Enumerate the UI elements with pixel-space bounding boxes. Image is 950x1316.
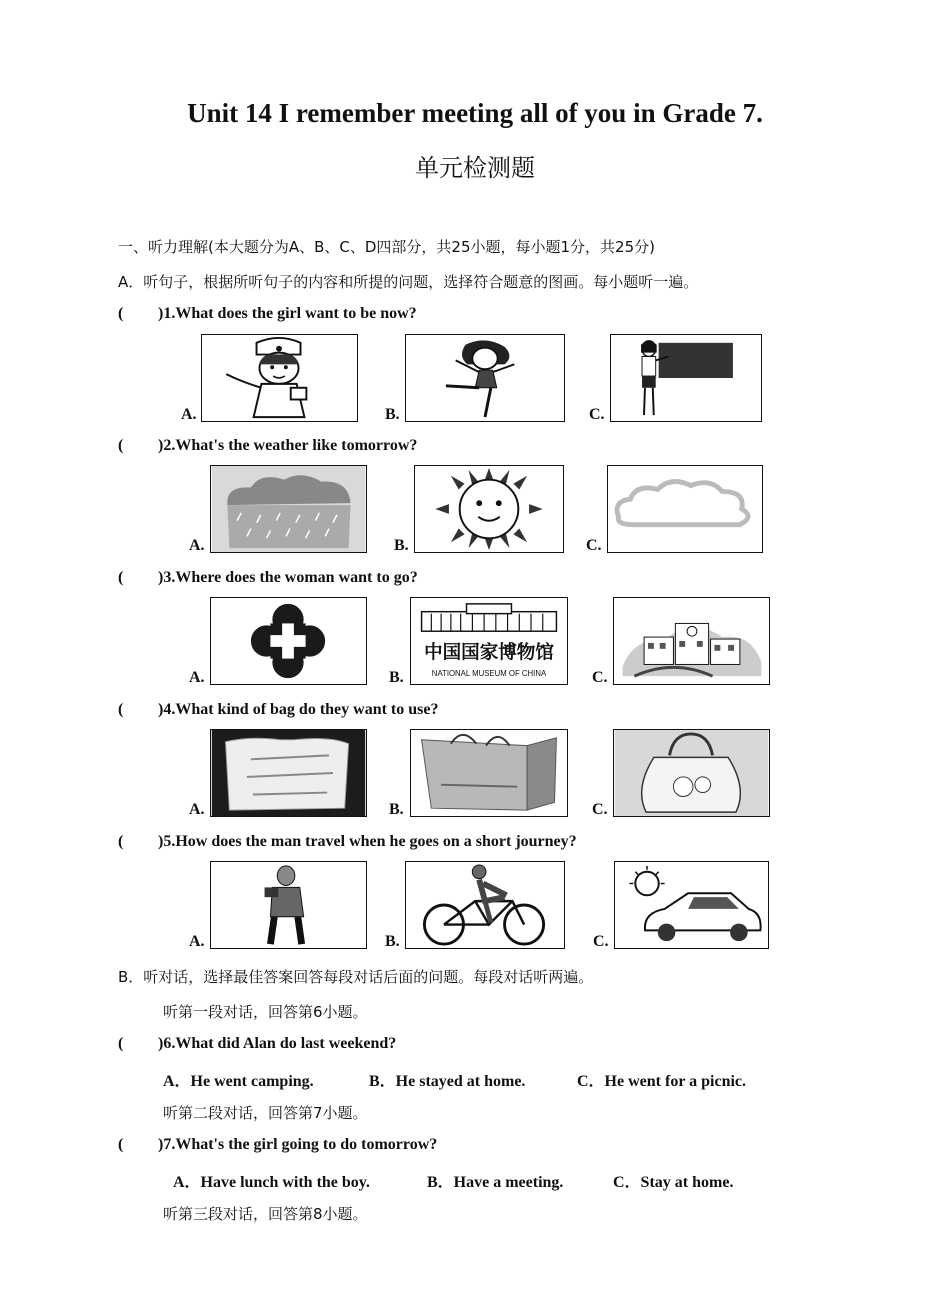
question-text: )6.What did Alan do last weekend? bbox=[158, 1035, 397, 1052]
answer-blank[interactable]: ( bbox=[118, 1136, 124, 1153]
option-label-b: B. bbox=[394, 537, 409, 554]
q7-option-c[interactable]: C．Stay at home. bbox=[613, 1174, 734, 1191]
option-label-c: C. bbox=[593, 933, 609, 950]
school-picture[interactable] bbox=[613, 597, 770, 685]
teacher-blackboard-icon bbox=[611, 335, 761, 421]
q7-option-b[interactable]: B．Have a meeting. bbox=[427, 1174, 564, 1191]
option-label-c: C. bbox=[592, 801, 608, 818]
option-label-b: B. bbox=[385, 406, 400, 423]
question-6 bbox=[118, 1035, 396, 1053]
school-buildings-icon bbox=[614, 598, 769, 684]
museum-building-icon bbox=[411, 598, 567, 684]
paper-bag-picture[interactable] bbox=[410, 729, 568, 817]
option-label-b: B. bbox=[389, 669, 404, 686]
cloud-icon bbox=[608, 466, 762, 552]
answer-blank[interactable]: ( bbox=[118, 833, 124, 850]
walking-man-picture[interactable] bbox=[210, 861, 367, 949]
dancer-girl-icon bbox=[406, 335, 564, 421]
paper-bag-icon bbox=[411, 730, 567, 816]
nurse-picture[interactable] bbox=[201, 334, 358, 422]
answer-blank[interactable]: ( bbox=[118, 305, 124, 322]
part-b-instructions: B．听对话，选择最佳答案回答每段对话后面的问题。每段对话听两遍。 bbox=[118, 968, 594, 986]
question-7 bbox=[118, 1136, 437, 1154]
option-label-b: B. bbox=[385, 933, 400, 950]
option-label-a: A. bbox=[189, 669, 205, 686]
part-a-instructions: A．听句子，根据所听句子的内容和所提的问题，选择符合题意的图画。每小题听一遍。 bbox=[118, 273, 699, 291]
option-label-a: A. bbox=[189, 537, 205, 554]
walking-man-icon bbox=[211, 862, 366, 948]
option-label-c: C. bbox=[592, 669, 608, 686]
answer-blank[interactable]: ( bbox=[118, 569, 124, 586]
cloudy-picture[interactable] bbox=[607, 465, 763, 553]
car-icon bbox=[615, 862, 768, 948]
question-3 bbox=[118, 569, 418, 587]
car-picture[interactable] bbox=[614, 861, 769, 949]
answer-blank[interactable]: ( bbox=[118, 701, 124, 718]
question-1 bbox=[118, 305, 417, 323]
dialog-3-intro: 听第三段对话，回答第8小题。 bbox=[163, 1205, 368, 1223]
q6-option-a[interactable]: A．He went camping. bbox=[163, 1073, 314, 1090]
question-text: )3.Where does the woman want to go? bbox=[158, 569, 418, 586]
dancer-picture[interactable] bbox=[405, 334, 565, 422]
section-heading: 一、听力理解(本大题分为A、B、C、D四部分，共25小题，每小题1分，共25分) bbox=[118, 238, 656, 256]
plastic-bag-picture[interactable] bbox=[210, 729, 367, 817]
option-label-b: B. bbox=[389, 801, 404, 818]
question-text: )1.What does the girl want to be now? bbox=[158, 305, 417, 322]
museum-chinese-name: 中国国家博物馆 bbox=[424, 642, 554, 664]
bicycle-icon bbox=[406, 862, 564, 948]
cloth-bag-picture[interactable] bbox=[613, 729, 770, 817]
plastic-bag-icon bbox=[211, 730, 366, 816]
question-4 bbox=[118, 701, 438, 719]
sun-picture[interactable] bbox=[414, 465, 564, 553]
question-text: )2.What's the weather like tomorrow? bbox=[158, 437, 418, 454]
cloth-bag-icon bbox=[614, 730, 769, 816]
page-subtitle: 单元检测题 bbox=[415, 154, 535, 182]
option-label-c: C. bbox=[589, 406, 605, 423]
option-label-a: A. bbox=[189, 933, 205, 950]
answer-blank[interactable]: ( bbox=[118, 437, 124, 454]
nurse-icon bbox=[202, 335, 357, 421]
page-title: Unit 14 I remember meeting all of you in Grade 7. bbox=[187, 98, 763, 128]
bicycle-picture[interactable] bbox=[405, 861, 565, 949]
hospital-cross-picture[interactable] bbox=[210, 597, 367, 685]
dialog-1-intro: 听第一段对话，回答第6小题。 bbox=[163, 1003, 368, 1021]
rain-cloud-picture[interactable] bbox=[210, 465, 367, 553]
q7-option-a[interactable]: A．Have lunch with the boy. bbox=[173, 1174, 370, 1191]
question-text: )7.What's the girl going to do tomorrow? bbox=[158, 1136, 438, 1153]
museum-english-name: NATIONAL MUSEUM OF CHINA bbox=[431, 669, 547, 679]
hospital-cross-icon bbox=[211, 598, 366, 684]
answer-blank[interactable]: ( bbox=[118, 1035, 124, 1052]
question-5 bbox=[118, 833, 577, 851]
sun-icon bbox=[415, 466, 563, 552]
option-label-c: C. bbox=[586, 537, 602, 554]
teacher-picture[interactable] bbox=[610, 334, 762, 422]
question-text: )5.How does the man travel when he goes on a short journey? bbox=[158, 833, 577, 850]
q6-option-c[interactable]: C．He went for a picnic. bbox=[577, 1073, 747, 1090]
dialog-2-intro: 听第二段对话，回答第7小题。 bbox=[163, 1104, 368, 1122]
rain-cloud-icon bbox=[211, 466, 366, 552]
q6-option-b[interactable]: B．He stayed at home. bbox=[369, 1073, 526, 1090]
option-label-a: A. bbox=[189, 801, 205, 818]
question-2 bbox=[118, 437, 417, 455]
museum-picture[interactable] bbox=[410, 597, 568, 685]
option-label-a: A. bbox=[181, 406, 197, 423]
question-text: )4.What kind of bag do they want to use? bbox=[158, 701, 439, 718]
